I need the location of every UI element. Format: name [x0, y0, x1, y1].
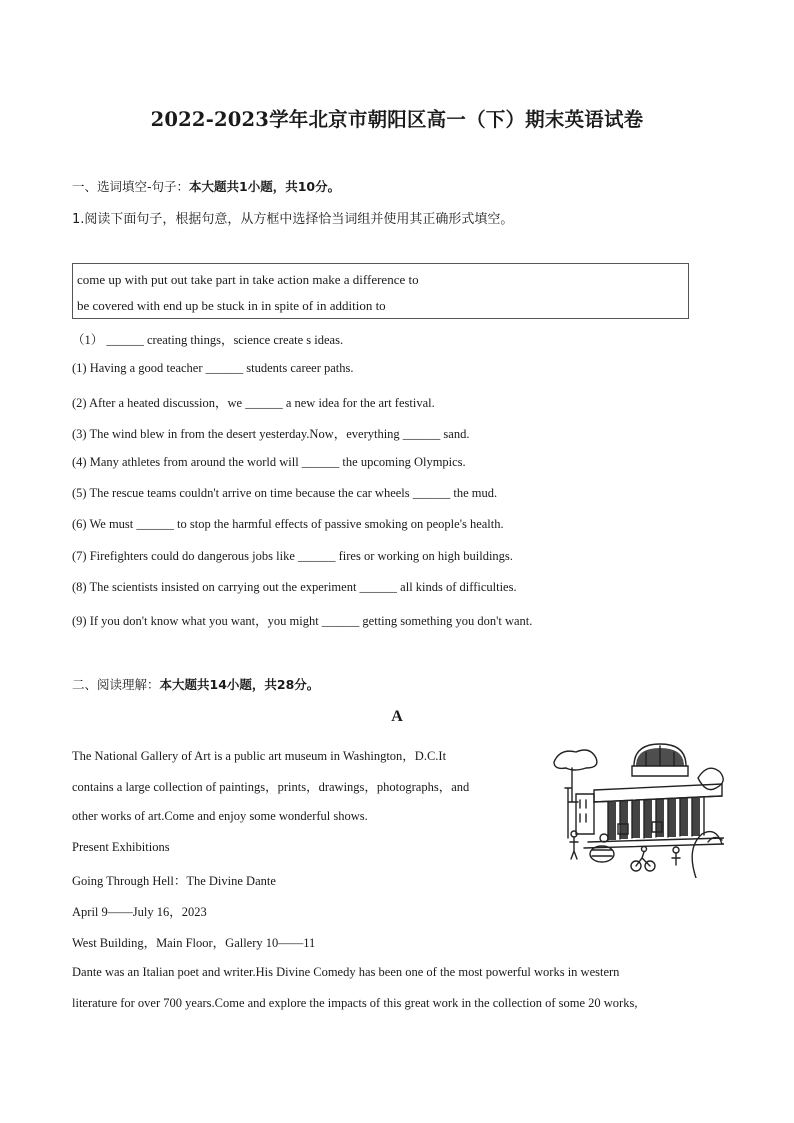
question-item: (8) The scientists insisted on carrying out the experiment ______ all kinds of difficulties.: [72, 580, 517, 594]
passage-line: West Building，Main Floor，Gallery 10——11: [72, 936, 316, 950]
passage-line: April 9——July 16，2023: [72, 905, 207, 919]
question-item: （1） ______ creating things，science create s ideas.: [72, 333, 344, 347]
page-title: 2022-2023学年北京市朝阳区高一（下）期末英语试卷: [150, 108, 644, 131]
question-item: (3) The wind blew in from the desert yesterday.Now，everything ______ sand.: [72, 427, 470, 441]
question-item: (2) After a heated discussion，we ______ a new idea for the art festival.: [72, 396, 435, 410]
passage-line: Going Through Hell：The Divine Dante: [72, 874, 276, 888]
passage-line: literature for over 700 years.Come and explore the impacts of this great work in the collection of some 20 works,: [72, 996, 638, 1010]
word-box: [72, 263, 689, 319]
word-box-line-2: be covered with end up be stuck in in spite of in addition to: [77, 298, 386, 313]
section-heading-2: [72, 675, 319, 693]
passage-line: other works of art.Come and enjoy some wonderful shows.: [72, 809, 368, 823]
museum-illustration: [548, 738, 724, 878]
question-item: (6) We must ______ to stop the harmful effects of passive smoking on people's health.: [72, 517, 504, 531]
section-1-points: 本大题共1小题，共10分。: [189, 179, 341, 194]
passage-line: Dante was an Italian poet and writer.His Divine Comedy has been one of the most powerful works in western: [72, 965, 620, 979]
question-instruction: 1.阅读下面句子，根据句意，从方框中选择恰当词组并使用其正确形式填空。: [72, 212, 514, 227]
question-item: (7) Firefighters could do dangerous jobs like ______ fires or working on high buildings.: [72, 549, 513, 563]
question-item: (5) The rescue teams couldn't arrive on time because the car wheels ______ the mud.: [72, 486, 498, 500]
section-2-points: 本大题共14小题，共28分。: [159, 677, 320, 692]
question-item: (1) Having a good teacher ______ students career paths.: [72, 361, 354, 375]
passage-label: A: [391, 708, 403, 725]
passage-line: Present Exhibitions: [72, 840, 170, 854]
section-1-prefix: 一、选词填空-句子：: [72, 179, 190, 194]
passage-line: The National Gallery of Art is a public art museum in Washington，D.C.It: [72, 749, 447, 763]
question-item: (9) If you don't know what you want，you might ______ getting something you don't want.: [72, 614, 533, 628]
section-heading-1: [72, 177, 340, 195]
word-box-line-1: come up with put out take part in take action make a difference to: [77, 272, 419, 287]
passage-line: contains a large collection of paintings，prints，drawings，photographs，and: [72, 780, 470, 794]
section-2-prefix: 二、阅读理解：: [72, 677, 160, 692]
question-item: (4) Many athletes from around the world will ______ the upcoming Olympics.: [72, 455, 466, 469]
